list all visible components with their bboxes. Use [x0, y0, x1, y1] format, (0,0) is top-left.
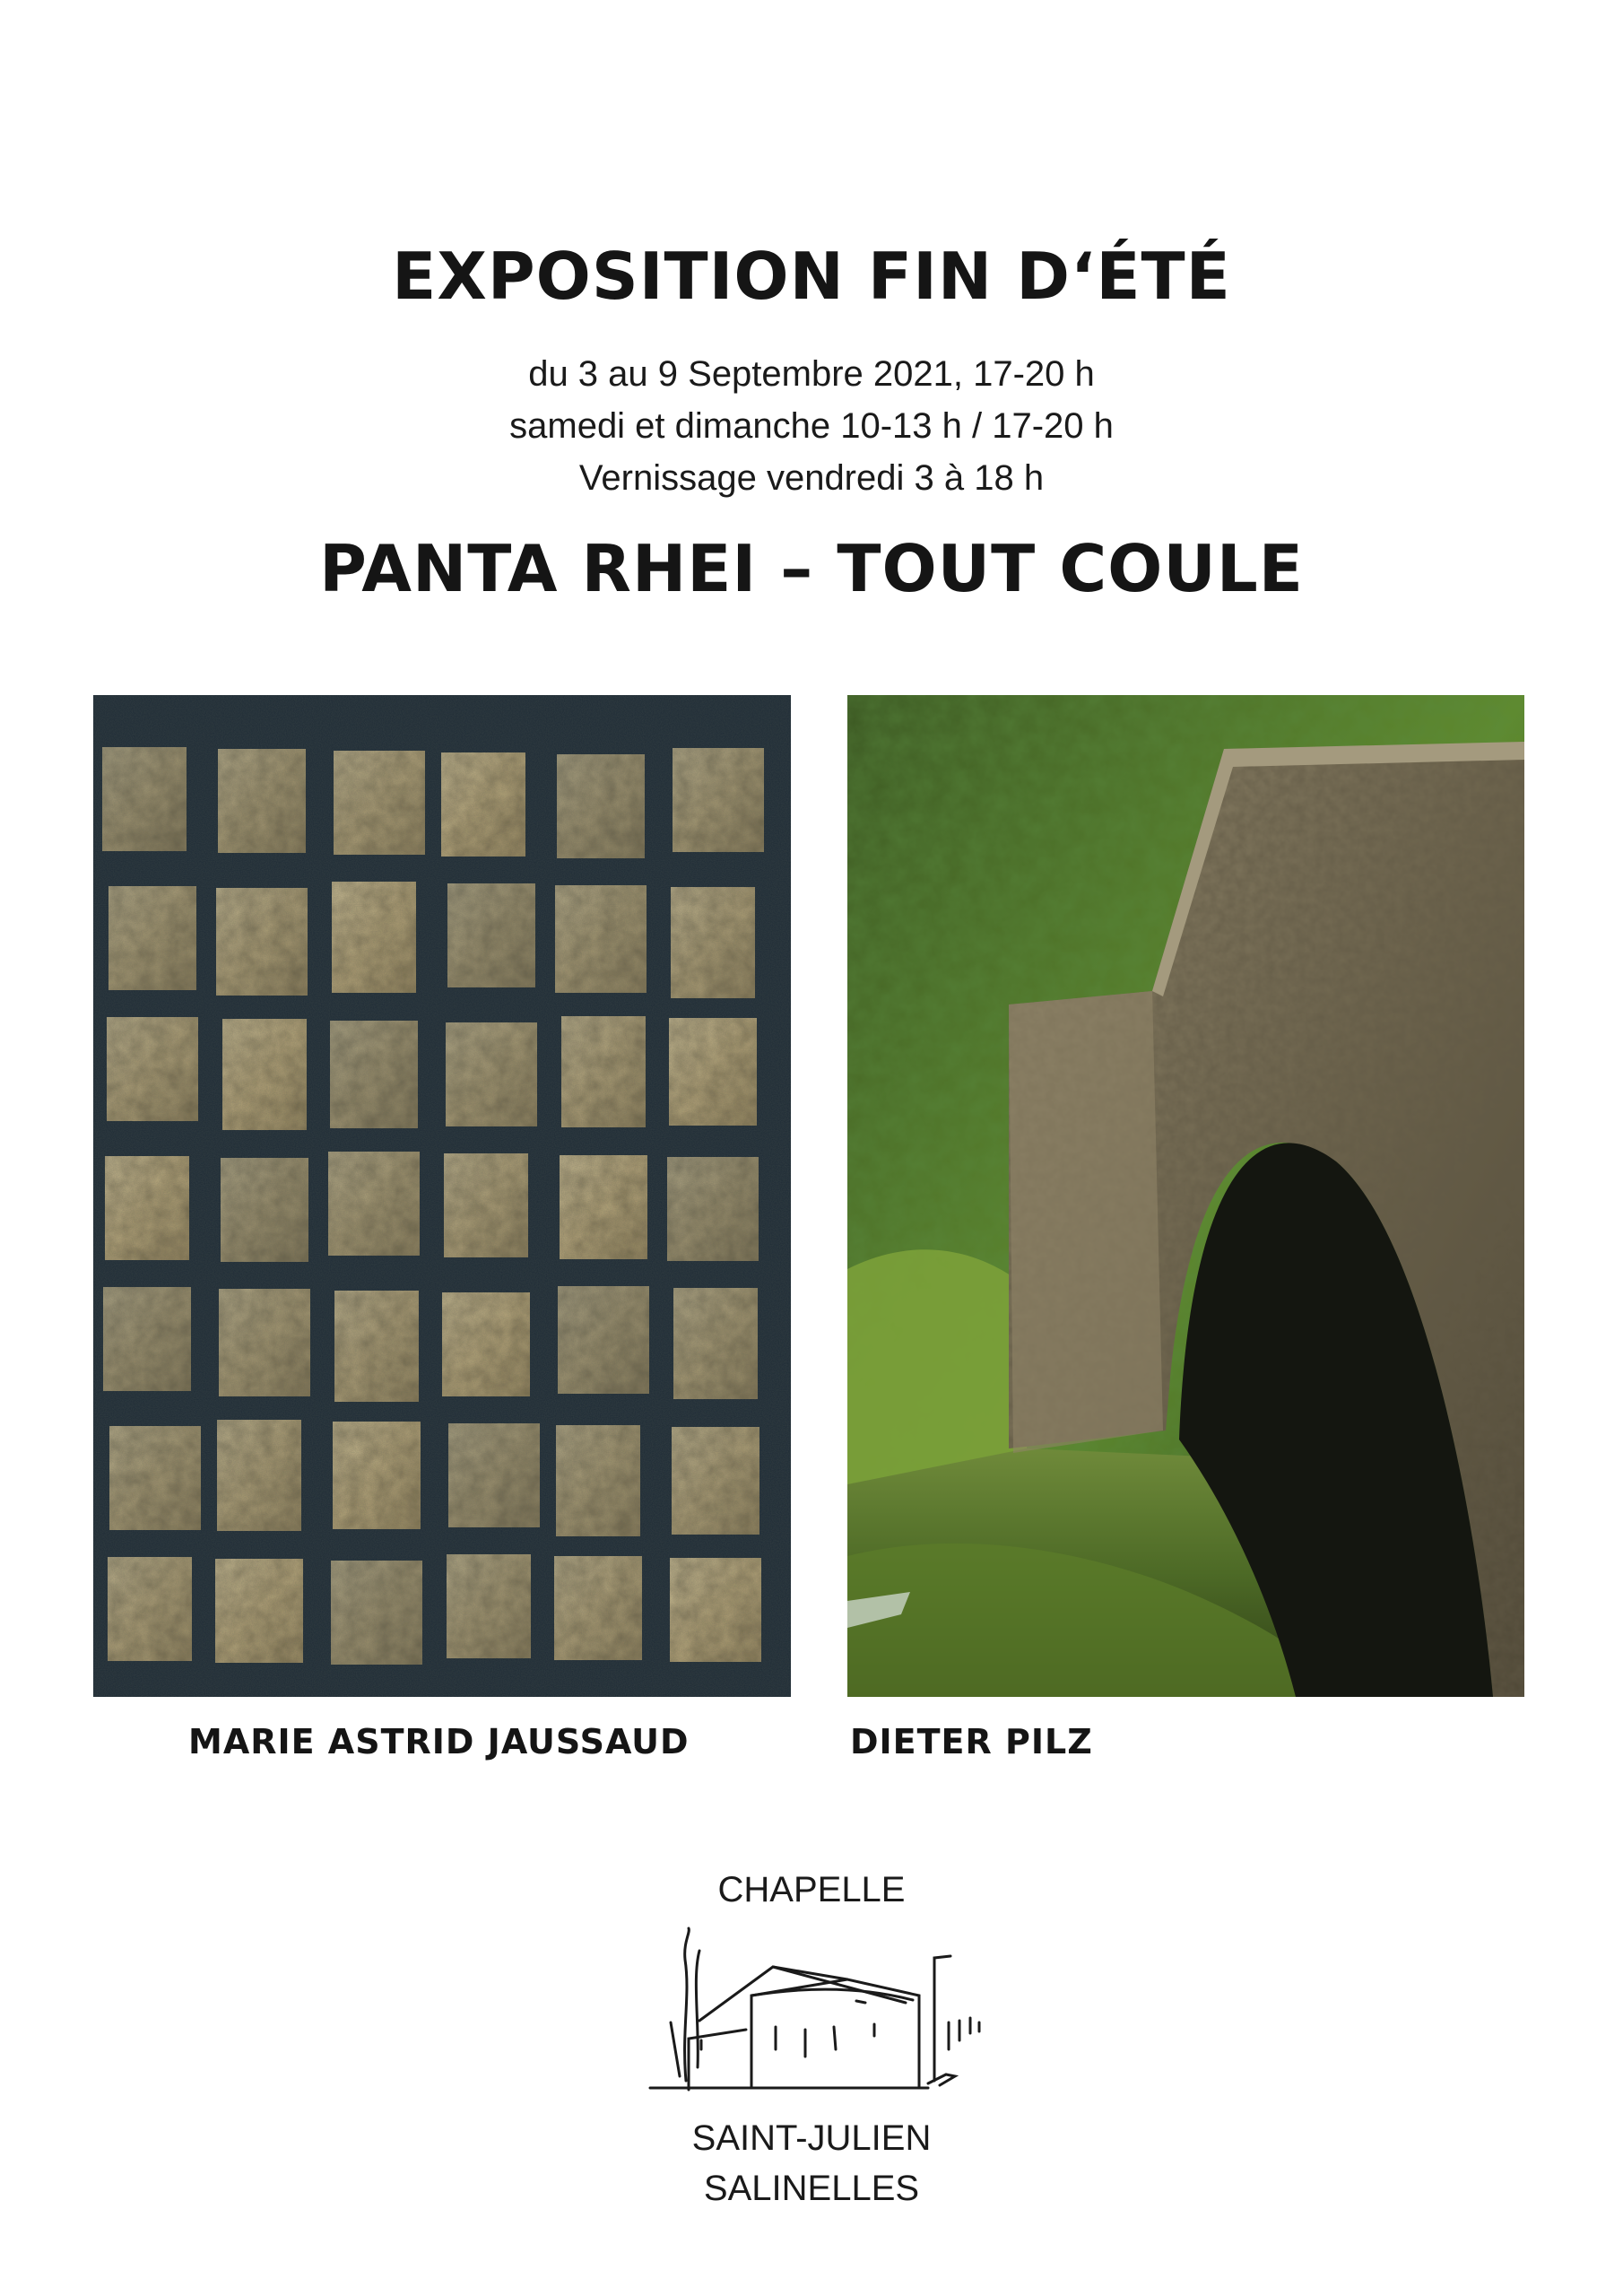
artist-name-left: MARIE ASTRID JAUSSAUD	[188, 1722, 690, 1761]
venue-location	[0, 2113, 1623, 2213]
chapel-sketch-logo	[646, 1924, 986, 2103]
artwork-stone-bridge-image	[847, 695, 1524, 1697]
dates-line-1: du 3 au 9 Septembre 2021, 17-20 h	[528, 354, 1095, 394]
venue-name-line1: CHAPELLE	[717, 1870, 906, 1909]
artwork-gold-grid-image	[93, 695, 791, 1697]
chapel-drawing	[646, 1924, 986, 2103]
venue-name-line3: SALINELLES	[703, 2169, 920, 2208]
artwork-gold-grid	[93, 695, 791, 1697]
dates-line-2: samedi et dimanche 10-13 h / 17-20 h	[509, 406, 1114, 446]
venue-name-line2: SAINT-JULIEN	[691, 2118, 932, 2158]
dates-line-3: Vernissage vendredi 3 à 18 h	[578, 458, 1045, 498]
exhibition-dates	[0, 348, 1623, 504]
artist-name-right: DIETER PILZ	[850, 1722, 1093, 1761]
artwork-stone-bridge	[847, 695, 1524, 1697]
poster-subtitle: PANTA RHEI – TOUT COULE	[319, 531, 1304, 606]
poster-title: EXPOSITION FIN D‘ÉTÉ	[392, 239, 1231, 314]
